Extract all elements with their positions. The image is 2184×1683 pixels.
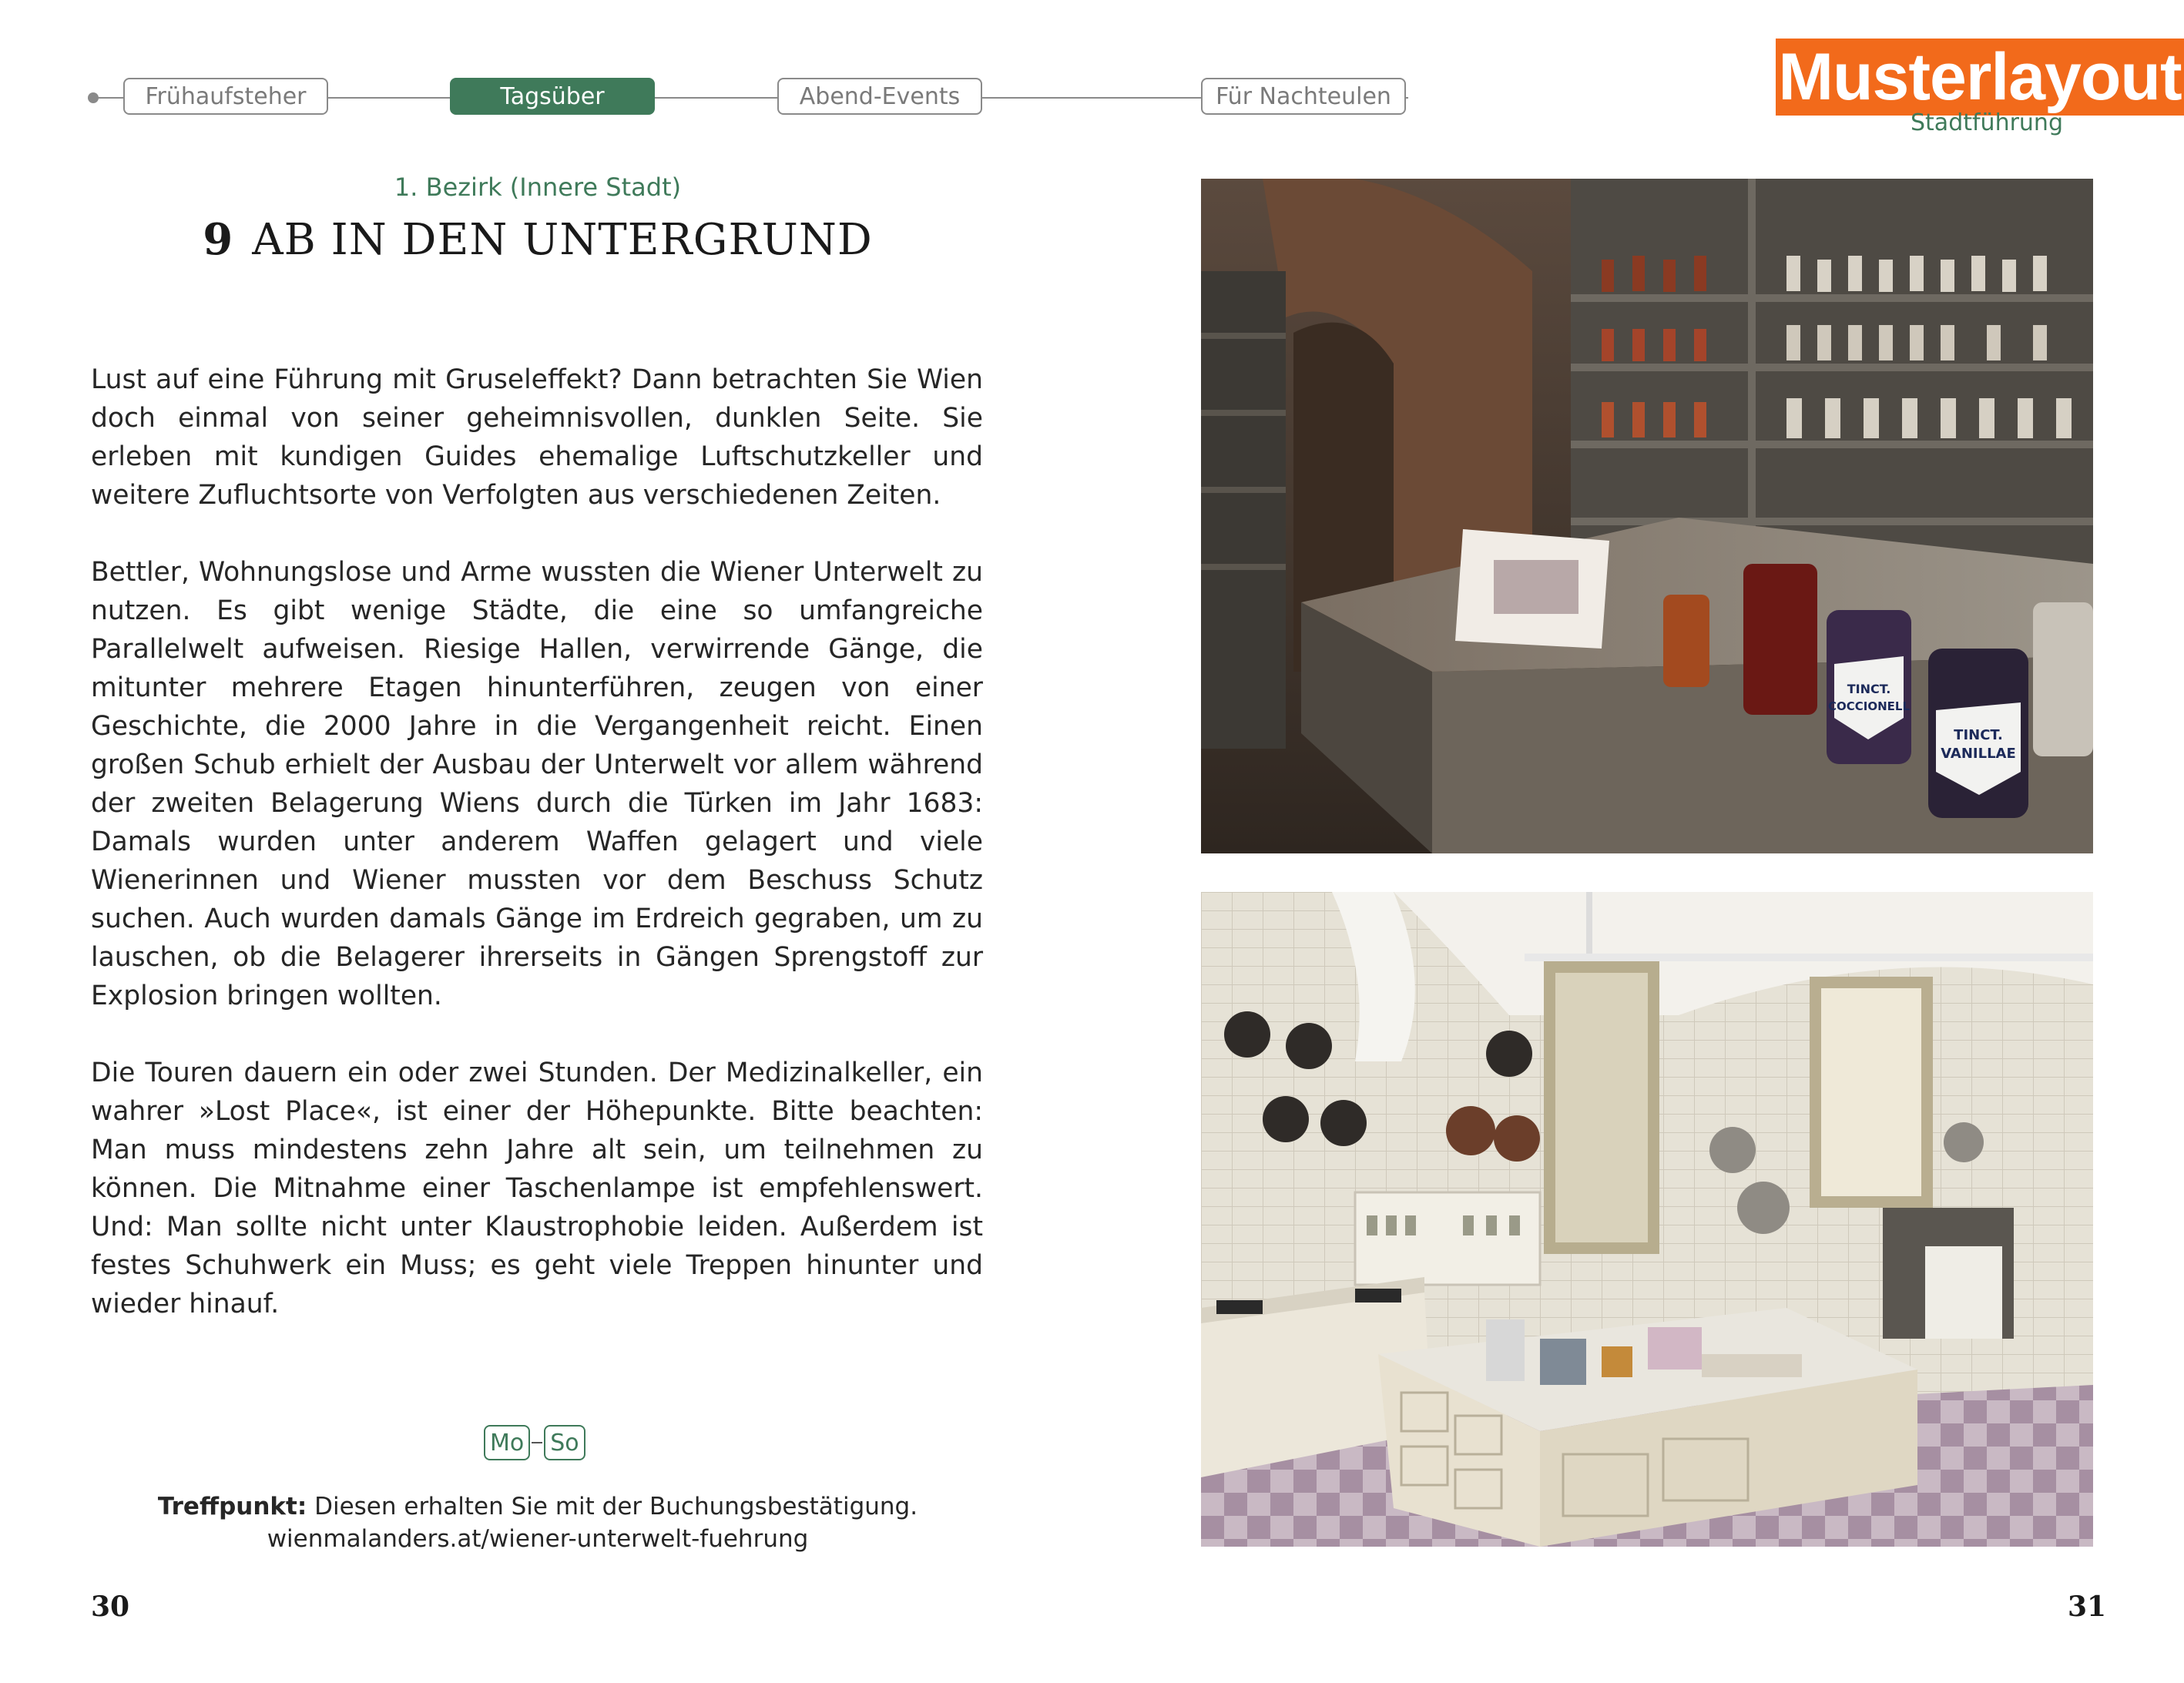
article-title: AB IN DEN UNTERGRUND — [252, 215, 873, 265]
musterlayout-badge: Musterlayout — [1776, 39, 2184, 116]
page-number-right: 31 — [2068, 1591, 2107, 1623]
website-link[interactable]: wienmalanders.at/wiener-unterwelt-fuehrung — [267, 1525, 809, 1553]
meeting-label: Treffpunkt: — [157, 1493, 307, 1520]
svg-text:COCCIONELL: COCCIONELL — [1827, 699, 1911, 713]
meeting-text: Diesen erhalten Sie mit der Buchungsbestätigung. — [314, 1493, 918, 1520]
svg-text:VANILLAE: VANILLAE — [1941, 746, 2016, 762]
tab-fuer-nachteulen[interactable]: Für Nachteulen — [1201, 78, 1406, 115]
timeline-start-dot — [88, 92, 99, 103]
photo-historic-laboratory — [1201, 892, 2093, 1547]
opening-days — [484, 1425, 585, 1460]
photo-pharmacy-cellar — [1201, 179, 2093, 853]
article-number: 9 — [203, 214, 234, 265]
paragraph-2: Bettler, Wohnungslose und Arme wussten die Wiener Unterwelt zu nutzen. Es gibt wenige Städte, die eine so umfangreiche Parallelwelt aufweisen. Riesige Hallen, verwirrende Gänge, die mitunter mehrere Etagen hinunterführen, zeugen von einer Geschichte, die 2000 Jahre in die Vergangenheit reicht. Einen großen Schub erhielt der Ausbau der Unterwelt vor allem während der zweiten Belagerung Wiens durch die Türken im Jahr 1683: Damals wurden unter anderem Waffen gelagert und viele Wienerinnen und Wiener mussten vor dem Beschuss Schutz suchen. Auch wurden damals Gänge im Erdreich gegraben, um zu lauschen, ob die Belagerer ihrerseits in Gängen Sprengstoff zur Explosion bringen wollten. — [91, 557, 983, 1011]
meeting-info — [91, 1490, 985, 1555]
article-body — [91, 360, 983, 1362]
day-range-dash — [532, 1442, 542, 1443]
section-subtitle: Stadtführung — [1911, 109, 2063, 136]
page-number-left: 30 — [91, 1591, 130, 1623]
article-heading — [91, 214, 985, 265]
day-from: Mo — [484, 1425, 530, 1460]
label-vanillae: TINCT. — [1954, 727, 2003, 743]
district-label: 1. Bezirk (Innere Stadt) — [394, 173, 682, 202]
paragraph-1: Lust auf eine Führung mit Gruseleffekt? Dann betrachten Sie Wien doch einmal von seiner geheimnisvollen, dunklen Seite. Sie erleben mit kundigen Guides ehemalige Luftschutzkeller und weitere Zufluchtsorte von Verfolgten aus verschiedenen Zeiten. — [91, 364, 983, 511]
day-to: So — [544, 1425, 585, 1460]
tab-fruehaufsteher[interactable]: Frühaufsteher — [123, 78, 328, 115]
tab-abend-events[interactable]: Abend-Events — [777, 78, 982, 115]
tab-tagsueber[interactable]: Tagsüber — [450, 78, 655, 115]
paragraph-3: Die Touren dauern ein oder zwei Stunden. Der Medizinalkeller, ein wahrer »Lost Place«, ist einer der Höhepunkte. Bitte beachten: Man muss mindestens zehn Jahre alt sein, um teilnehmen zu können. Die Mitnahme einer Taschenlampe ist empfehlenswert. Und: Man sollte nicht unter Klaustrophobie leiden. Außerdem ist festes Schuhwerk ein Muss; es geht viele Treppen hinunter und wieder hinauf. — [91, 1058, 983, 1319]
label-coccionell: TINCT. — [1847, 682, 1891, 696]
